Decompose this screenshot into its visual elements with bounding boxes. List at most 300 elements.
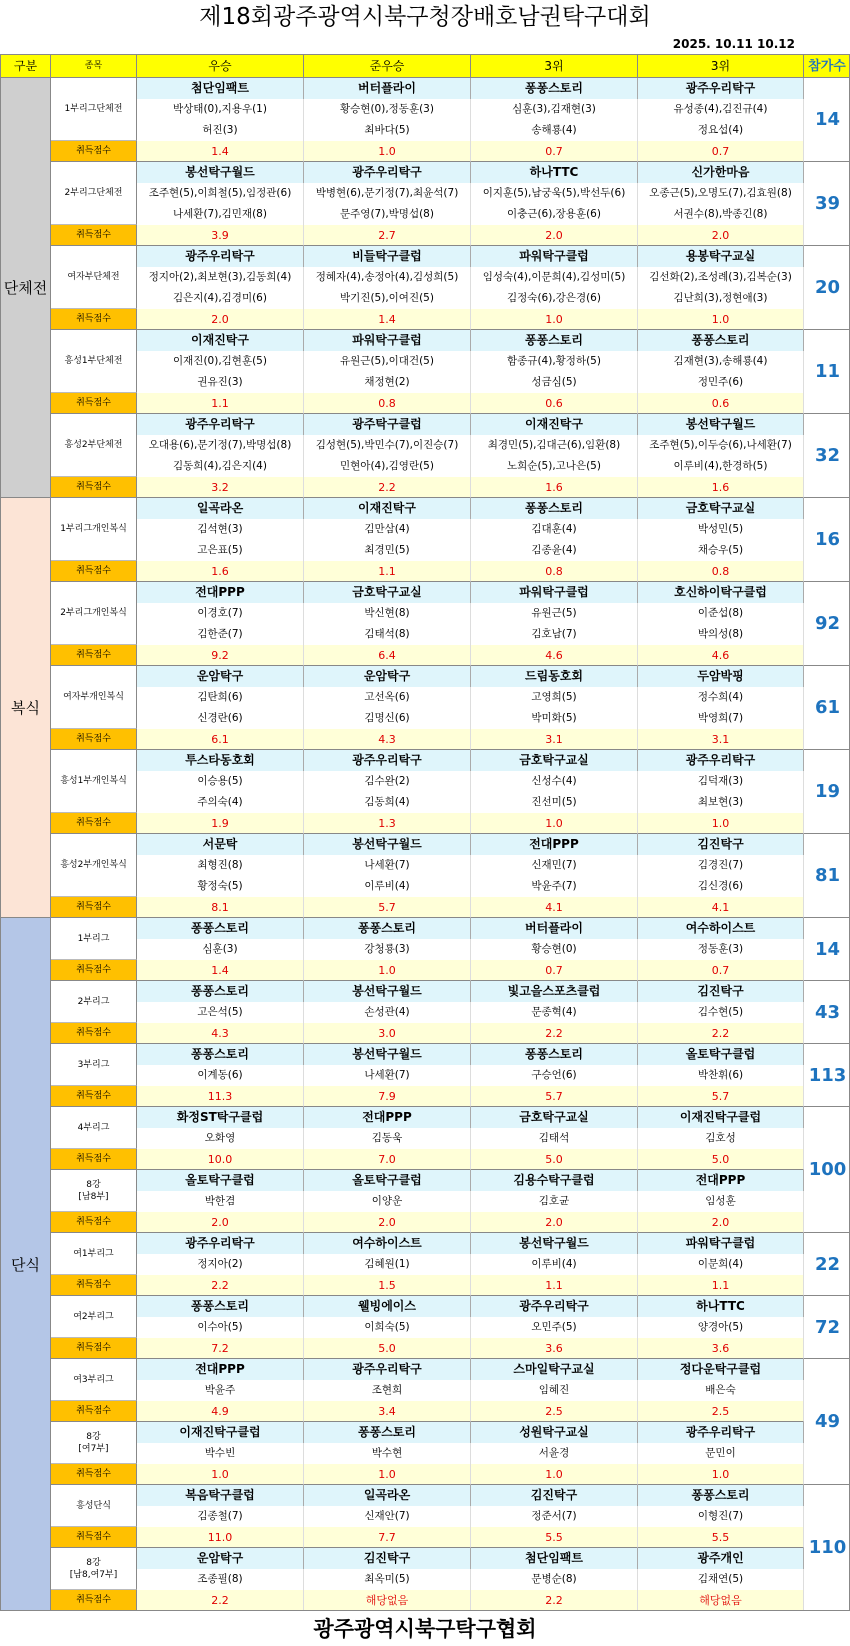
points-value: 5.0	[471, 1149, 638, 1170]
points-label: 취득점수	[51, 1401, 137, 1422]
team-name: 이재진탁구	[304, 498, 471, 519]
player-names: 신재안(7)	[304, 1506, 471, 1527]
points-label: 취득점수	[51, 729, 137, 750]
player-names: 박수현	[304, 1443, 471, 1464]
points-label: 취득점수	[51, 960, 137, 981]
header-third-a: 3위	[471, 55, 638, 78]
player-names: 김석현(3)	[137, 519, 304, 540]
points-value: 해당없음	[638, 1590, 804, 1611]
player-names: 서권수(8),박종긴(8)	[638, 204, 804, 225]
player-names: 박미화(5)	[471, 708, 638, 729]
player-names: 오대용(6),문기정(7),박명섭(8)	[137, 435, 304, 456]
points-label: 취득점수	[51, 141, 137, 162]
player-names: 김덕재(3)	[638, 771, 804, 792]
page-title: 제18회광주광역시북구청장배호남권탁구대회	[199, 4, 651, 30]
points-value: 3.9	[137, 225, 304, 246]
points-label: 취득점수	[51, 1212, 137, 1233]
participant-count: 113	[804, 1044, 850, 1107]
player-names: 심훈(3),김재현(3)	[471, 99, 638, 120]
points-value: 0.6	[471, 393, 638, 414]
team-name: 전대PPP	[471, 834, 638, 855]
player-names: 임성훈	[638, 1191, 804, 1212]
player-names: 이루비(4)	[471, 1254, 638, 1275]
points-value: 3.2	[137, 477, 304, 498]
player-names: 채정현(2)	[304, 372, 471, 393]
points-value: 5.5	[471, 1527, 638, 1548]
results-table	[0, 54, 850, 1611]
player-names: 임성숙(4),이문희(4),김성미(5)	[471, 267, 638, 288]
player-names: 김태석(8)	[304, 624, 471, 645]
event-name: 1부리그	[51, 918, 137, 960]
points-value: 7.2	[137, 1338, 304, 1359]
player-names: 유원근(5),이대건(5)	[304, 351, 471, 372]
header-event: 종목	[51, 55, 137, 78]
team-name: 파워탁구클럽	[304, 330, 471, 351]
team-name: 김진탁구	[304, 1548, 471, 1569]
player-names: 문병순(8)	[471, 1569, 638, 1590]
points-label: 취득점수	[51, 561, 137, 582]
team-name: 신가한마음	[638, 162, 804, 183]
points-value: 1.3	[304, 813, 471, 834]
team-name: 광주우리탁구	[304, 750, 471, 771]
player-names: 이루비(4)	[304, 876, 471, 897]
group-name: 단체전	[1, 78, 51, 498]
player-names: 허진(3)	[137, 120, 304, 141]
player-names: 김선화(2),조성례(3),김복순(3)	[638, 267, 804, 288]
player-names: 주의숙(4)	[137, 792, 304, 813]
event-name: 1부리그단체전	[51, 78, 137, 141]
points-value: 1.1	[304, 561, 471, 582]
points-value: 1.6	[471, 477, 638, 498]
player-names: 권유진(3)	[137, 372, 304, 393]
player-names: 정준서(7)	[471, 1506, 638, 1527]
player-names: 조주현(5),이희철(5),임정관(6)	[137, 183, 304, 204]
points-value: 3.1	[471, 729, 638, 750]
player-names: 김성현(5),박민수(7),이진승(7)	[304, 435, 471, 456]
points-label: 취득점수	[51, 1275, 137, 1296]
player-names: 김만삼(4)	[304, 519, 471, 540]
player-names: 고은표(5)	[137, 540, 304, 561]
player-names: 김동희(4)	[304, 792, 471, 813]
points-value: 1.0	[638, 309, 804, 330]
player-names: 김태석	[471, 1128, 638, 1149]
team-name: 운암탁구	[137, 666, 304, 687]
team-name: 호신하이탁구클럽	[638, 582, 804, 603]
points-value: 2.2	[471, 1590, 638, 1611]
player-names: 오종근(5),오명도(7),김효원(8)	[638, 183, 804, 204]
event-name: 1부리그개인복식	[51, 498, 137, 561]
player-names: 배은숙	[638, 1380, 804, 1401]
points-label: 취득점수	[51, 897, 137, 918]
player-names: 문주영(7),박명섭(8)	[304, 204, 471, 225]
player-names: 신경란(6)	[137, 708, 304, 729]
player-names: 이계동(6)	[137, 1065, 304, 1086]
player-names: 이희숙(5)	[304, 1317, 471, 1338]
points-value: 2.0	[471, 1212, 638, 1233]
participant-count: 16	[804, 498, 850, 582]
footer-org: 광주광역시북구탁구협회	[313, 1617, 537, 1641]
team-name: 금호탁구교실	[471, 750, 638, 771]
points-value: 1.0	[304, 960, 471, 981]
player-names: 최보현(3)	[638, 792, 804, 813]
player-names: 조주현(5),이두승(6),나세환(7)	[638, 435, 804, 456]
team-name: 퐁퐁스토리	[137, 981, 304, 1002]
event-name: 여2부리그	[51, 1296, 137, 1338]
player-names: 오화영	[137, 1128, 304, 1149]
team-name: 금호탁구교실	[304, 582, 471, 603]
player-names: 정지아(2)	[137, 1254, 304, 1275]
player-names: 박윤주	[137, 1380, 304, 1401]
player-names: 이지훈(5),남궁욱(5),박선두(6)	[471, 183, 638, 204]
points-value: 1.0	[471, 1464, 638, 1485]
team-name: 봉선탁구월드	[304, 1044, 471, 1065]
team-name: 용봉탁구교실	[638, 246, 804, 267]
player-names: 조종필(8)	[137, 1569, 304, 1590]
player-names: 정민주(6)	[638, 372, 804, 393]
player-names: 김동희(4),김은지(4)	[137, 456, 304, 477]
team-name: 전대PPP	[137, 1359, 304, 1380]
event-name: 흥성1부단체전	[51, 330, 137, 393]
event-name: 8강 [남8부]	[51, 1170, 137, 1212]
team-name: 전대PPP	[638, 1170, 804, 1191]
event-name: 2부리그	[51, 981, 137, 1023]
player-names: 김혜원(1)	[304, 1254, 471, 1275]
points-value: 1.1	[471, 1275, 638, 1296]
team-name: 이재진탁구	[471, 414, 638, 435]
player-names: 이양운	[304, 1191, 471, 1212]
player-names: 김경진(7)	[638, 855, 804, 876]
points-label: 취득점수	[51, 813, 137, 834]
event-name: 여3부리그	[51, 1359, 137, 1401]
player-names: 최형진(8)	[137, 855, 304, 876]
player-names: 정수희(4)	[638, 687, 804, 708]
points-value: 1.0	[638, 813, 804, 834]
points-value: 11.3	[137, 1086, 304, 1107]
player-names: 양경아(5)	[638, 1317, 804, 1338]
team-name: 봉선탁구월드	[638, 414, 804, 435]
event-name: 8강 [남8,여7부]	[51, 1548, 137, 1590]
points-value: 1.4	[304, 309, 471, 330]
event-name: 8강 [여7부]	[51, 1422, 137, 1464]
points-value: 4.6	[471, 645, 638, 666]
player-names: 김호남(7)	[471, 624, 638, 645]
team-name: 광주우리탁구	[304, 1359, 471, 1380]
points-value: 1.0	[471, 813, 638, 834]
points-value: 2.0	[471, 225, 638, 246]
player-names: 김탄희(6)	[137, 687, 304, 708]
points-value: 1.0	[304, 1464, 471, 1485]
player-names: 신재민(7)	[471, 855, 638, 876]
points-value: 1.9	[137, 813, 304, 834]
player-names: 이문희(4)	[638, 1254, 804, 1275]
player-names: 김수완(2)	[304, 771, 471, 792]
team-name: 퐁퐁스토리	[638, 330, 804, 351]
player-names: 김종철(7)	[137, 1506, 304, 1527]
team-name: 파워탁구클럽	[638, 1233, 804, 1254]
player-names: 박성민(5)	[638, 519, 804, 540]
points-value: 2.2	[471, 1023, 638, 1044]
points-value: 8.1	[137, 897, 304, 918]
player-names: 김대훈(4)	[471, 519, 638, 540]
participant-count: 14	[804, 78, 850, 162]
points-value: 2.0	[638, 225, 804, 246]
points-value: 1.0	[304, 141, 471, 162]
team-name: 전대PPP	[137, 582, 304, 603]
team-name: 빛고을스포츠클럽	[471, 981, 638, 1002]
event-name: 4부리그	[51, 1107, 137, 1149]
player-names: 정혜자(4),송정아(4),김성희(5)	[304, 267, 471, 288]
team-name: 퐁퐁스토리	[137, 1296, 304, 1317]
points-value: 0.8	[471, 561, 638, 582]
player-names: 최경민(5)	[304, 540, 471, 561]
points-value: 1.4	[137, 141, 304, 162]
participant-count: 11	[804, 330, 850, 414]
points-value: 2.0	[137, 309, 304, 330]
points-value: 5.7	[638, 1086, 804, 1107]
player-names: 나세환(7),김민재(8)	[137, 204, 304, 225]
player-names: 박기진(5),이여진(5)	[304, 288, 471, 309]
points-label: 취득점수	[51, 309, 137, 330]
points-value: 3.4	[304, 1401, 471, 1422]
header-third-b: 3위	[638, 55, 804, 78]
participant-count: 49	[804, 1359, 850, 1485]
player-names: 문종혁(4)	[471, 1002, 638, 1023]
points-value: 5.0	[304, 1338, 471, 1359]
points-value: 4.1	[638, 897, 804, 918]
event-name: 2부리그개인복식	[51, 582, 137, 645]
points-value: 4.6	[638, 645, 804, 666]
player-names: 김동욱	[304, 1128, 471, 1149]
points-value: 6.4	[304, 645, 471, 666]
player-names: 박병현(6),문기정(7),최윤석(7)	[304, 183, 471, 204]
team-name: 광주우리탁구	[638, 1422, 804, 1443]
points-label: 취득점수	[51, 1023, 137, 1044]
team-name: 일곡라온	[137, 498, 304, 519]
header-group: 구분	[1, 55, 51, 78]
team-name: 성원탁구교실	[471, 1422, 638, 1443]
participant-count: 61	[804, 666, 850, 750]
points-value: 2.2	[304, 477, 471, 498]
points-value: 1.1	[638, 1275, 804, 1296]
player-names: 황정숙(5)	[137, 876, 304, 897]
points-value: 0.7	[638, 960, 804, 981]
header-count: 참가수	[804, 55, 850, 78]
points-value: 0.6	[638, 393, 804, 414]
player-names: 최바다(5)	[304, 120, 471, 141]
player-names: 나세환(7)	[304, 855, 471, 876]
player-names: 고선옥(6)	[304, 687, 471, 708]
team-name: 광주우리탁구	[137, 414, 304, 435]
points-value: 1.6	[137, 561, 304, 582]
points-value: 6.1	[137, 729, 304, 750]
team-name: 첨단임팩트	[137, 78, 304, 99]
player-names: 박의성(8)	[638, 624, 804, 645]
team-name: 드림동호회	[471, 666, 638, 687]
points-value: 1.5	[304, 1275, 471, 1296]
points-value: 0.7	[471, 141, 638, 162]
participant-count: 19	[804, 750, 850, 834]
team-name: 웰빙에이스	[304, 1296, 471, 1317]
team-name: 이재진탁구	[137, 330, 304, 351]
event-name: 흥성단식	[51, 1485, 137, 1527]
points-value: 0.7	[638, 141, 804, 162]
points-value: 3.6	[638, 1338, 804, 1359]
team-name: 일곡라온	[304, 1485, 471, 1506]
team-name: 정다운탁구클럽	[638, 1359, 804, 1380]
event-name: 여1부리그	[51, 1233, 137, 1275]
points-value: 2.5	[471, 1401, 638, 1422]
points-value: 3.0	[304, 1023, 471, 1044]
player-names: 민현아(4),김영란(5)	[304, 456, 471, 477]
team-name: 화정ST탁구클럽	[137, 1107, 304, 1128]
participant-count: 81	[804, 834, 850, 918]
player-names: 정요섭(4)	[638, 120, 804, 141]
points-label: 취득점수	[51, 1464, 137, 1485]
points-label: 취득점수	[51, 1527, 137, 1548]
team-name: 복음탁구클럽	[137, 1485, 304, 1506]
points-value: 7.0	[304, 1149, 471, 1170]
player-names: 김호균	[471, 1191, 638, 1212]
points-label: 취득점수	[51, 1086, 137, 1107]
participant-count: 72	[804, 1296, 850, 1359]
team-name: 퐁퐁스토리	[304, 918, 471, 939]
player-names: 성금심(5)	[471, 372, 638, 393]
team-name: 김진탁구	[638, 834, 804, 855]
points-value: 7.9	[304, 1086, 471, 1107]
team-name: 투스타동호회	[137, 750, 304, 771]
team-name: 첨단임팩트	[471, 1548, 638, 1569]
participant-count: 20	[804, 246, 850, 330]
player-names: 심훈(3)	[137, 939, 304, 960]
player-names: 고은석(5)	[137, 1002, 304, 1023]
player-names: 김한준(7)	[137, 624, 304, 645]
team-name: 버터플라이	[304, 78, 471, 99]
team-name: 광주우리탁구	[638, 750, 804, 771]
team-name: 광주우리탁구	[137, 246, 304, 267]
player-names: 박신현(8)	[304, 603, 471, 624]
participant-count: 100	[804, 1107, 850, 1233]
player-names: 정지아(2),최보현(3),김동희(4)	[137, 267, 304, 288]
event-name: 흥성2부단체전	[51, 414, 137, 477]
team-name: 하나TTC	[638, 1296, 804, 1317]
points-label: 취득점수	[51, 477, 137, 498]
player-names: 김수현(5)	[638, 1002, 804, 1023]
points-label: 취득점수	[51, 393, 137, 414]
points-value: 5.5	[638, 1527, 804, 1548]
points-label: 취득점수	[51, 225, 137, 246]
team-name: 광주우리탁구	[638, 78, 804, 99]
points-value: 4.1	[471, 897, 638, 918]
player-names: 김채연(5)	[638, 1569, 804, 1590]
points-label: 취득점수	[51, 1590, 137, 1611]
player-names: 이루비(4),한경하(5)	[638, 456, 804, 477]
player-names: 송해룡(4)	[471, 120, 638, 141]
points-value: 2.0	[137, 1212, 304, 1233]
team-name: 김진탁구	[471, 1485, 638, 1506]
event-name: 흥성2부개인복식	[51, 834, 137, 897]
points-value: 0.8	[304, 393, 471, 414]
team-name: 전대PPP	[304, 1107, 471, 1128]
points-value: 4.9	[137, 1401, 304, 1422]
points-value: 1.6	[638, 477, 804, 498]
player-names: 김명신(6)	[304, 708, 471, 729]
event-date: 2025. 10.11 10.12	[672, 37, 795, 51]
player-names: 김종윤(4)	[471, 540, 638, 561]
team-name: 퐁퐁스토리	[471, 78, 638, 99]
player-names: 오민주(5)	[471, 1317, 638, 1338]
team-name: 퐁퐁스토리	[137, 918, 304, 939]
team-name: 봉선탁구월드	[304, 834, 471, 855]
player-names: 정동훈(3)	[638, 939, 804, 960]
team-name: 이재진탁구클럽	[638, 1107, 804, 1128]
player-names: 박영희(7)	[638, 708, 804, 729]
team-name: 퐁퐁스토리	[304, 1422, 471, 1443]
team-name: 금호탁구교실	[471, 1107, 638, 1128]
player-names: 박윤주(7)	[471, 876, 638, 897]
player-names: 김난희(3),정현애(3)	[638, 288, 804, 309]
points-value: 11.0	[137, 1527, 304, 1548]
points-value: 1.0	[638, 1464, 804, 1485]
player-names: 문민이	[638, 1443, 804, 1464]
team-name: 광주우리탁구	[137, 1233, 304, 1254]
team-name: 하나TTC	[471, 162, 638, 183]
points-value: 5.7	[471, 1086, 638, 1107]
participant-count: 22	[804, 1233, 850, 1296]
points-value: 10.0	[137, 1149, 304, 1170]
team-name: 봉선탁구월드	[471, 1233, 638, 1254]
player-names: 김정숙(6),강은경(6)	[471, 288, 638, 309]
points-label: 취득점수	[51, 1338, 137, 1359]
player-names: 김재현(3),송해룡(4)	[638, 351, 804, 372]
points-label: 취득점수	[51, 645, 137, 666]
team-name: 올토탁구클럽	[137, 1170, 304, 1191]
team-name: 퐁퐁스토리	[638, 1485, 804, 1506]
points-value: 1.1	[137, 393, 304, 414]
player-names: 강청룡(3)	[304, 939, 471, 960]
points-value: 2.2	[638, 1023, 804, 1044]
player-names: 이재진(0),김현훈(5)	[137, 351, 304, 372]
player-names: 이준섭(8)	[638, 603, 804, 624]
participant-count: 39	[804, 162, 850, 246]
team-name: 운암탁구	[304, 666, 471, 687]
player-names: 박한겸	[137, 1191, 304, 1212]
team-name: 퐁퐁스토리	[471, 498, 638, 519]
player-names: 함종규(4),황정하(5)	[471, 351, 638, 372]
team-name: 김용수탁구클럽	[471, 1170, 638, 1191]
player-names: 신성수(4)	[471, 771, 638, 792]
player-names: 유원근(5)	[471, 603, 638, 624]
team-name: 여수하이스트	[638, 918, 804, 939]
team-name: 김진탁구	[638, 981, 804, 1002]
player-names: 이승용(5)	[137, 771, 304, 792]
event-name: 3부리그	[51, 1044, 137, 1086]
player-names: 구승언(6)	[471, 1065, 638, 1086]
points-value: 3.6	[471, 1338, 638, 1359]
player-names: 이충근(6),장용훈(6)	[471, 204, 638, 225]
player-names: 최옥미(5)	[304, 1569, 471, 1590]
team-name: 광주탁구클럽	[304, 414, 471, 435]
points-value: 2.5	[638, 1401, 804, 1422]
group-name: 복식	[1, 498, 51, 918]
points-value: 4.3	[137, 1023, 304, 1044]
player-names: 나세환(7)	[304, 1065, 471, 1086]
points-value: 5.0	[638, 1149, 804, 1170]
team-name: 서문탁	[137, 834, 304, 855]
player-names: 노희순(5),고나은(5)	[471, 456, 638, 477]
points-value: 2.2	[137, 1590, 304, 1611]
points-value: 해당없음	[304, 1590, 471, 1611]
player-names: 박상태(0),지용우(1)	[137, 99, 304, 120]
